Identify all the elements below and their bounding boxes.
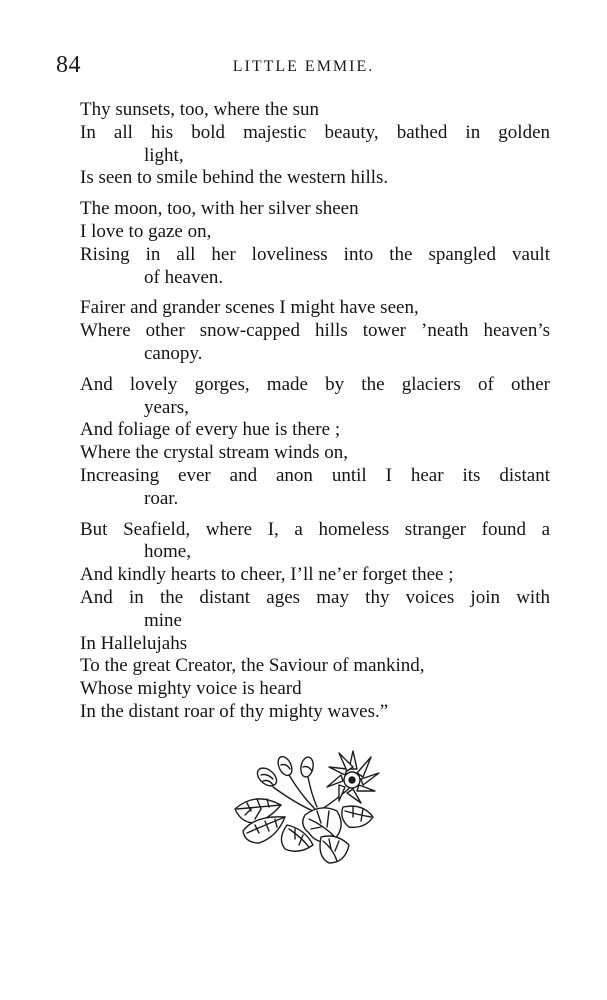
poem-line: Thy sunsets, too, where the sun — [80, 99, 320, 120]
poem-line: In all his bold majestic beauty, bathed in golden — [80, 121, 550, 143]
stanza — [80, 519, 550, 724]
poem-line: And in the distant ages may thy voices join with — [80, 586, 550, 608]
poem-text — [80, 99, 550, 732]
daisy-icon — [327, 751, 379, 803]
running-title: LITTLE EMMIE. — [232, 58, 375, 75]
leaf-icon — [320, 836, 349, 863]
flower-ornament-icon — [225, 745, 395, 870]
poem-line-continuation: home, — [144, 541, 191, 563]
poem-line-continuation: light, — [144, 144, 184, 166]
poem-line: And lovely gorges, made by the glaciers of other — [80, 373, 550, 395]
bud-icon — [254, 765, 280, 790]
poem-line: And kindly hearts to cheer, I’ll ne’er forget thee ; — [80, 564, 454, 586]
poem-line-continuation: of heaven. — [144, 266, 224, 288]
poem-line: Where other snow-capped hills tower ’neath heaven’s — [80, 320, 550, 342]
stanza — [80, 374, 550, 511]
poem-line: The moon, too, with her silver sheen — [80, 198, 359, 220]
poem-line: Where the crystal stream winds on, — [80, 442, 349, 464]
poem-line: Whose mighty voice is heard — [80, 678, 302, 700]
stanza — [80, 99, 550, 190]
poem-line-continuation: roar. — [144, 487, 179, 509]
poem-line: In Hallelujahs — [80, 632, 188, 654]
poem-line: Increasing ever and anon until I hear its distant — [80, 464, 550, 486]
poem-line: In the distant roar of thy mighty waves.” — [80, 700, 389, 722]
poem-line: Fairer and grander scenes I might have seen, — [80, 297, 419, 319]
poem-line-continuation: mine — [144, 609, 182, 631]
poem-line-continuation: years, — [144, 396, 189, 418]
poem-line: To the great Creator, the Saviour of mankind, — [80, 655, 425, 677]
poem-line-continuation: canopy. — [144, 342, 203, 364]
poem-line: I love to gaze on, — [80, 220, 212, 242]
poem-line: But Seafield, where I, a homeless stranger found a — [80, 518, 550, 540]
bud-icon — [275, 754, 294, 777]
poem-line: Is seen to smile behind the western hills. — [80, 167, 389, 189]
poem-line: And foliage of every hue is there ; — [80, 419, 341, 441]
leaf-icon — [342, 806, 373, 827]
page-number: 84 — [56, 52, 81, 78]
stanza — [80, 198, 550, 289]
bud-icon — [299, 756, 314, 778]
stanza — [80, 297, 550, 365]
poem-line: Rising in all her loveliness into the spangled vault — [80, 243, 550, 265]
